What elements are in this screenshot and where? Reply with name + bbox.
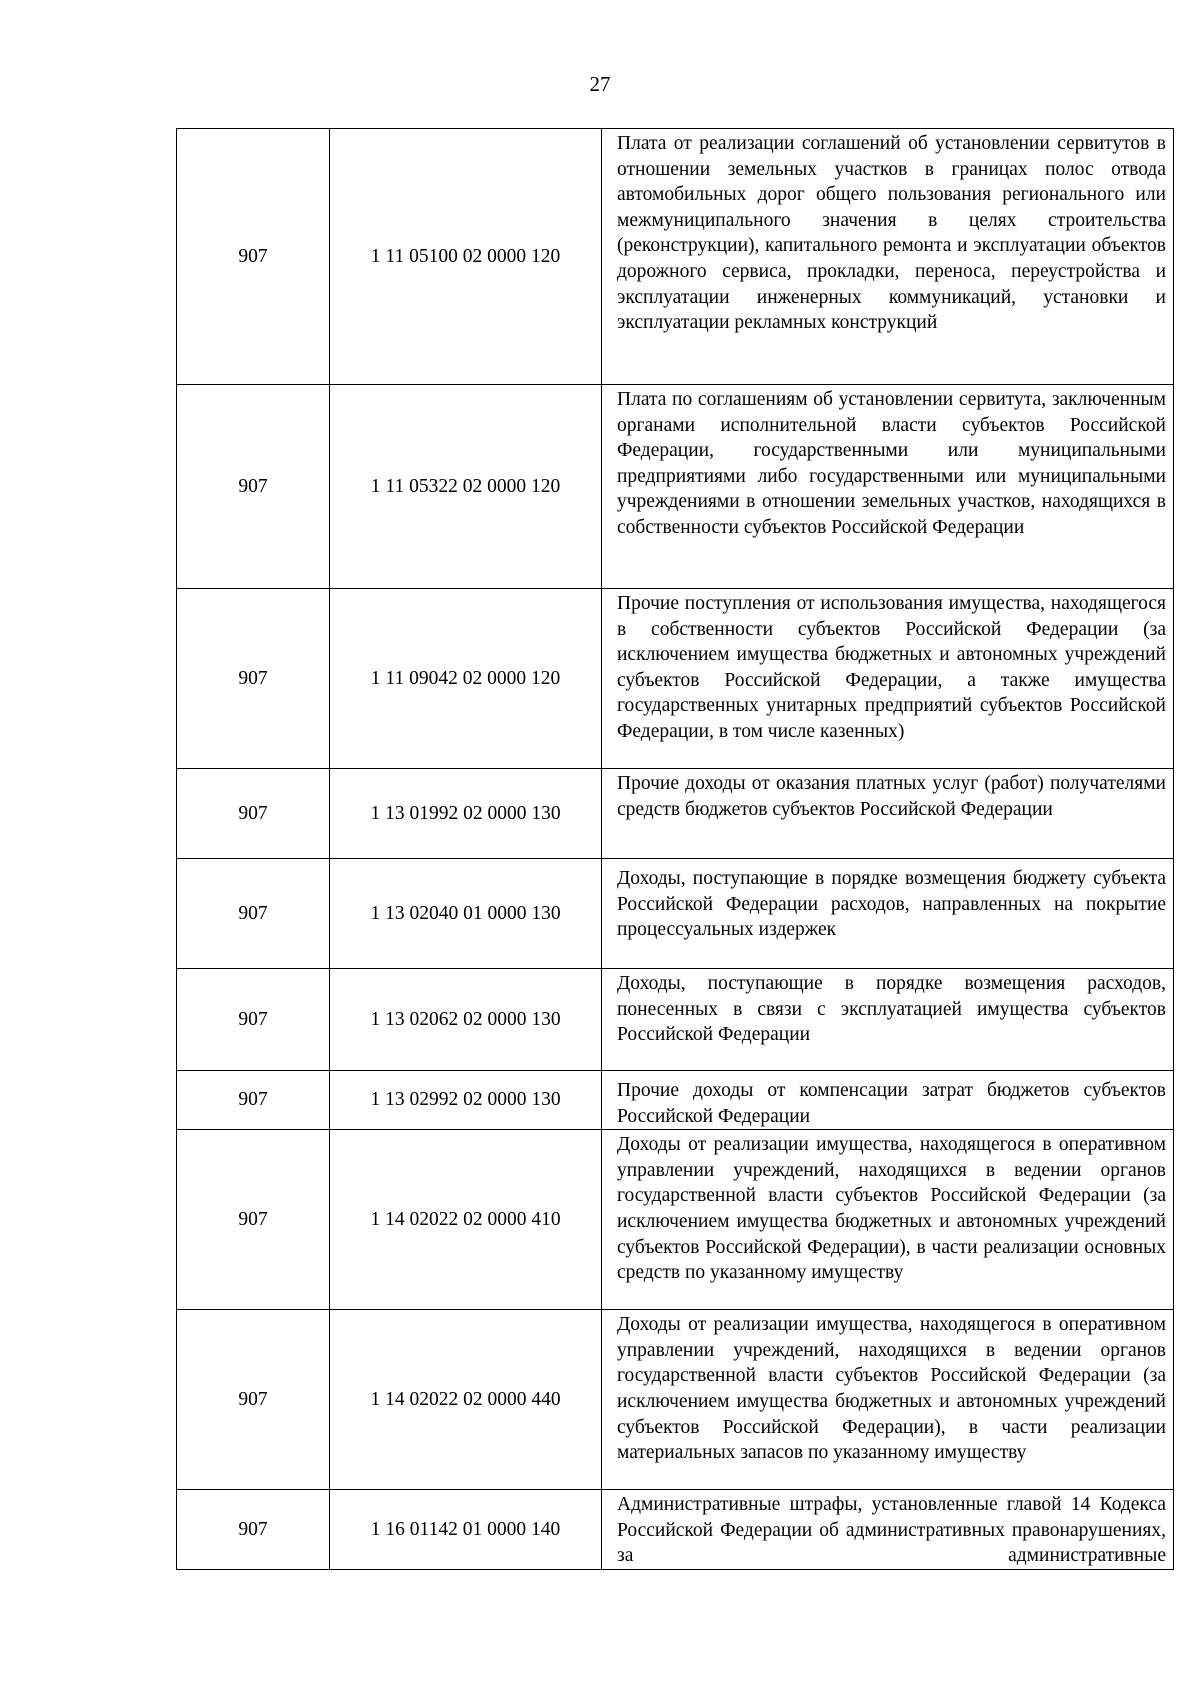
admin-code-cell: 907 — [177, 1130, 330, 1310]
income-name-cell: Доходы от реализации имущества, находящегося в оперативном управлении учреждений, находящихся в ведении органов государственной власти субъектов Российской Федерации (за исключением имущества бюджетных и автономных учреждений субъектов Российской Федерации), в части реализации основных средств по указанному имуществу — [602, 1130, 1174, 1310]
admin-code-cell: 907 — [177, 589, 330, 769]
budget-code-cell: 1 11 09042 02 0000 120 — [330, 589, 602, 769]
table-row — [177, 1130, 1174, 1310]
budget-code-cell: 1 13 02992 02 0000 130 — [330, 1071, 602, 1130]
admin-code-cell: 907 — [177, 969, 330, 1071]
table-row — [177, 859, 1174, 969]
admin-code-cell: 907 — [177, 129, 330, 385]
table-row — [177, 385, 1174, 589]
table-row — [177, 769, 1174, 859]
income-name-cell: Доходы, поступающие в порядке возмещения бюджету субъекта Российской Федерации расходов, направленных на покрытие процессуальных издержек — [602, 859, 1174, 969]
budget-code-cell: 1 11 05100 02 0000 120 — [330, 129, 602, 385]
budget-code-cell: 1 14 02022 02 0000 410 — [330, 1130, 602, 1310]
income-name-cell: Прочие доходы от компенсации затрат бюджетов субъектов Российской Федерации — [602, 1071, 1174, 1130]
budget-code-cell: 1 16 01142 01 0000 140 — [330, 1490, 602, 1570]
income-name-cell: Административные штрафы, установленные главой 14 Кодекса Российской Федерации об административных правонарушениях, за административные — [602, 1490, 1174, 1570]
budget-code-cell: 1 11 05322 02 0000 120 — [330, 385, 602, 589]
admin-code-cell: 907 — [177, 1071, 330, 1130]
table-row — [177, 1310, 1174, 1490]
budget-code-cell: 1 13 02062 02 0000 130 — [330, 969, 602, 1071]
income-name-cell: Доходы, поступающие в порядке возмещения расходов, понесенных в связи с эксплуатацией имущества субъектов Российской Федерации — [602, 969, 1174, 1071]
income-name-cell: Доходы от реализации имущества, находящегося в оперативном управлении учреждений, находящихся в ведении органов государственной власти субъектов Российской Федерации (за исключением имущества бюджетных и автономных учреждений субъектов Российской Федерации), в части реализации материальных запасов по указанному имуществу — [602, 1310, 1174, 1490]
income-name-cell: Прочие доходы от оказания платных услуг (работ) получателями средств бюджетов субъектов Российской Федерации — [602, 769, 1174, 859]
budget-code-cell: 1 13 01992 02 0000 130 — [330, 769, 602, 859]
table-row — [177, 129, 1174, 385]
table-row — [177, 1071, 1174, 1130]
admin-code-cell: 907 — [177, 769, 330, 859]
admin-code-cell: 907 — [177, 1310, 330, 1490]
income-name-cell: Плата по соглашениям об установлении сервитута, заключенным органами исполнительной власти субъектов Российской Федерации, государственными или муниципальными предприятиями либо государственными или муниципальными учреждениями в отношении земельных участков, находящихся в собственности субъектов Российской Федерации — [602, 385, 1174, 589]
admin-code-cell: 907 — [177, 1490, 330, 1570]
table-row — [177, 969, 1174, 1071]
budget-code-cell: 1 14 02022 02 0000 440 — [330, 1310, 602, 1490]
table-row — [177, 1490, 1174, 1570]
budget-code-cell: 1 13 02040 01 0000 130 — [330, 859, 602, 969]
income-name-cell: Плата от реализации соглашений об установлении сервитутов в отношении земельных участков в границах полос отвода автомобильных дорог общего пользования регионального или межмуниципального значения в целях строительства (реконструкции), капитального ремонта и эксплуатации объектов дорожного сервиса, прокладки, переноса, переустройства и эксплуатации инженерных коммуникаций, установки и эксплуатации рекламных конструкций — [602, 129, 1174, 385]
income-name-cell: Прочие поступления от использования имущества, находящегося в собственности субъектов Российской Федерации (за исключением имущества бюджетных и автономных учреждений субъектов Российской Федерации, а также имущества государственных унитарных предприятий субъектов Российской Федерации, в том числе казенных) — [602, 589, 1174, 769]
table-row — [177, 589, 1174, 769]
income-codes-table — [176, 128, 1174, 1570]
admin-code-cell: 907 — [177, 859, 330, 969]
admin-code-cell: 907 — [177, 385, 330, 589]
page-number: 27 — [589, 72, 611, 96]
